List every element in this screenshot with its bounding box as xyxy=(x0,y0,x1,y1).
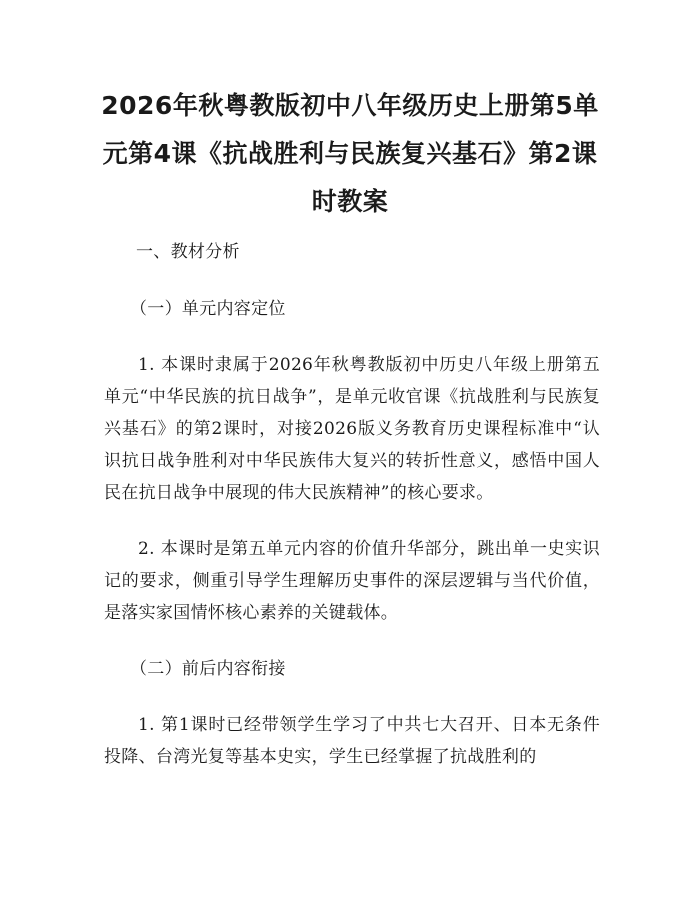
paragraph: 1. 本课时隶属于2026年秋粤教版初中历史八年级上册第五单元“中华民族的抗日战争”，是单元收官课《抗战胜利与民族复兴基石》的第2课时，对接2026版义务教育历史课程标准中“认识抗日战争胜利对中华民族伟大复兴的转折性意义，感悟中国人民在抗日战争中展现的伟大民族精神”的核心要求。 xyxy=(104,355,600,503)
section-heading: 一、教材分析 xyxy=(136,242,240,262)
document-title: 2026年秋粤教版初中八年级历史上册第5单元第4课《抗战胜利与民族复兴基石》第2课时教案 xyxy=(101,91,599,216)
paragraph: 1. 第1课时已经带领学生学习了中共七大召开、日本无条件投降、台湾光复等基本史实，学生已经掌握了抗战胜利的 xyxy=(104,715,600,767)
subsection-heading: （二）前后内容衔接 xyxy=(130,659,286,679)
document-body xyxy=(104,236,600,797)
paragraph: 2. 本课时是第五单元内容的价值升华部分，跳出单一史实识记的要求，侧重引导学生理解历史事件的深层逻辑与当代价值，是落实家国情怀核心素养的关键载体。 xyxy=(104,539,600,623)
subsection-heading: （一）单元内容定位 xyxy=(130,299,286,319)
